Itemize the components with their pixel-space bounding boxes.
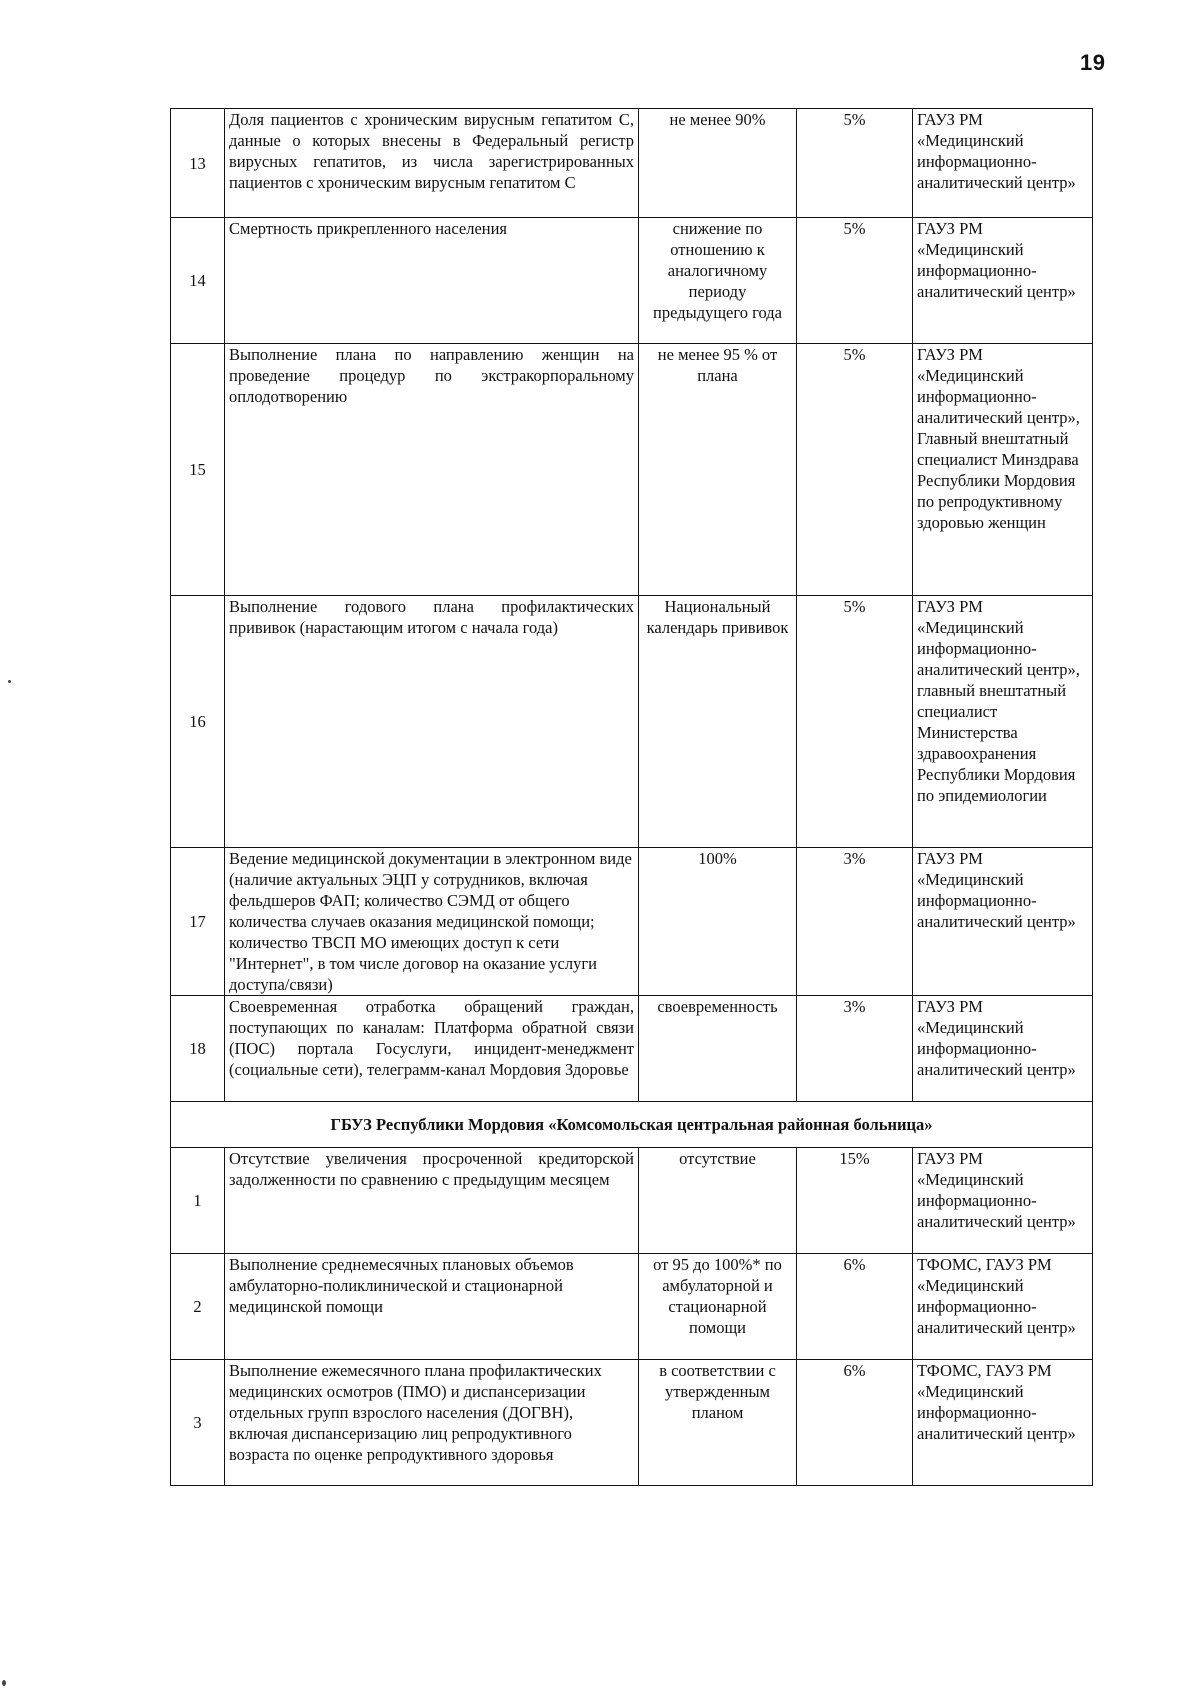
indicator-cell: Доля пациентов с хроническим вирусным гепатитом С, данные о которых внесены в Федеральный регистр вирусных гепатитов, из числа зарегистрированных пациентов с хроническим вирусным гепатитом С: [225, 109, 639, 218]
table-row: [171, 109, 1093, 218]
table-row: [171, 218, 1093, 344]
section-header-row: [171, 1102, 1093, 1148]
row-number: 13: [171, 109, 225, 218]
table-row: [171, 1254, 1093, 1360]
row-number: 15: [171, 344, 225, 596]
data-source-cell: ТФОМС, ГАУЗ РМ «Медицинский информационно-аналитический центр»: [913, 1254, 1093, 1360]
target-value-cell: своевременность: [639, 996, 797, 1102]
row-number: 2: [171, 1254, 225, 1360]
indicator-cell: Смертность прикрепленного населения: [225, 218, 639, 344]
weight-cell: 6%: [797, 1360, 913, 1486]
target-value-cell: не менее 95 % от плана: [639, 344, 797, 596]
target-value-cell: отсутствие: [639, 1148, 797, 1254]
row-number: 17: [171, 848, 225, 996]
scan-speck: [8, 680, 11, 683]
target-value-cell: Национальный календарь прививок: [639, 596, 797, 848]
weight-cell: 3%: [797, 848, 913, 996]
weight-cell: 5%: [797, 109, 913, 218]
target-value-cell: от 95 до 100%* по амбулаторной и стационарной помощи: [639, 1254, 797, 1360]
data-source-cell: ГАУЗ РМ «Медицинский информационно-аналитический центр»: [913, 218, 1093, 344]
data-source-cell: ГАУЗ РМ «Медицинский информационно-аналитический центр», главный внештатный специалист Министерства здравоохранения Республики Мордовия по эпидемиологии: [913, 596, 1093, 848]
indicator-cell: Ведение медицинской документации в электронном виде (наличие актуальных ЭЦП у сотрудников, включая фельдшеров ФАП; количество СЭМД от общего количества случаев оказания медицинской помощи; количество ТВСП МО имеющих доступ к сети "Интернет", в том числе договор на оказание услуги доступа/связи): [225, 848, 639, 996]
row-number: 18: [171, 996, 225, 1102]
target-value-cell: снижение по отношению к аналогичному периоду предыдущего года: [639, 218, 797, 344]
target-value-cell: в соответствии с утвержденным планом: [639, 1360, 797, 1486]
page-number: 19: [1080, 50, 1106, 75]
data-source-cell: ГАУЗ РМ «Медицинский информационно-аналитический центр», Главный внештатный специалист Минздрава Республики Мордовия по репродуктивному здоровью женщин: [913, 344, 1093, 596]
indicator-cell: Отсутствие увеличения просроченной кредиторской задолженности по сравнению с предыдущим месяцем: [225, 1148, 639, 1254]
table-row: [171, 1148, 1093, 1254]
weight-cell: 6%: [797, 1254, 913, 1360]
indicator-cell: Выполнение среднемесячных плановых объемов амбулаторно-поликлинической и стационарной медицинской помощи: [225, 1254, 639, 1360]
target-value-cell: не менее 90%: [639, 109, 797, 218]
weight-cell: 5%: [797, 344, 913, 596]
row-number: 1: [171, 1148, 225, 1254]
table-row: [171, 1360, 1093, 1486]
indicator-cell: Своевременная отработка обращений граждан, поступающих по каналам: Платформа обратной связи (ПОС) портала Госуслуги, инцидент-менеджмент (социальные сети), телеграмм-канал Мордовия Здоровье: [225, 996, 639, 1102]
section-title: ГБУЗ Республики Мордовия «Комсомольская центральная районная больница»: [171, 1102, 1093, 1148]
weight-cell: 15%: [797, 1148, 913, 1254]
indicators-table: [170, 108, 1093, 1486]
indicator-cell: Выполнение плана по направлению женщин на проведение процедур по экстракорпоральному оплодотворению: [225, 344, 639, 596]
row-number: 14: [171, 218, 225, 344]
row-number: 16: [171, 596, 225, 848]
indicator-cell: Выполнение годового плана профилактических прививок (нарастающим итогом с начала года): [225, 596, 639, 848]
data-source-cell: ГАУЗ РМ «Медицинский информационно-аналитический центр»: [913, 109, 1093, 218]
scan-speck: [2, 1680, 6, 1686]
row-number: 3: [171, 1360, 225, 1486]
indicator-cell: Выполнение ежемесячного плана профилактических медицинских осмотров (ПМО) и диспансеризации отдельных групп взрослого населения (ДОГВН), включая диспансеризацию лиц репродуктивного возраста по оценке репродуктивного здоровья: [225, 1360, 639, 1486]
data-source-cell: ГАУЗ РМ «Медицинский информационно-аналитический центр»: [913, 1148, 1093, 1254]
table-row: [171, 848, 1093, 996]
table-row: [171, 996, 1093, 1102]
table-row: [171, 596, 1093, 848]
target-value-cell: 100%: [639, 848, 797, 996]
table-row: [171, 344, 1093, 596]
weight-cell: 5%: [797, 596, 913, 848]
weight-cell: 3%: [797, 996, 913, 1102]
data-source-cell: ГАУЗ РМ «Медицинский информационно-аналитический центр»: [913, 848, 1093, 996]
weight-cell: 5%: [797, 218, 913, 344]
data-source-cell: ГАУЗ РМ «Медицинский информационно-аналитический центр»: [913, 996, 1093, 1102]
data-source-cell: ТФОМС, ГАУЗ РМ «Медицинский информационно-аналитический центр»: [913, 1360, 1093, 1486]
